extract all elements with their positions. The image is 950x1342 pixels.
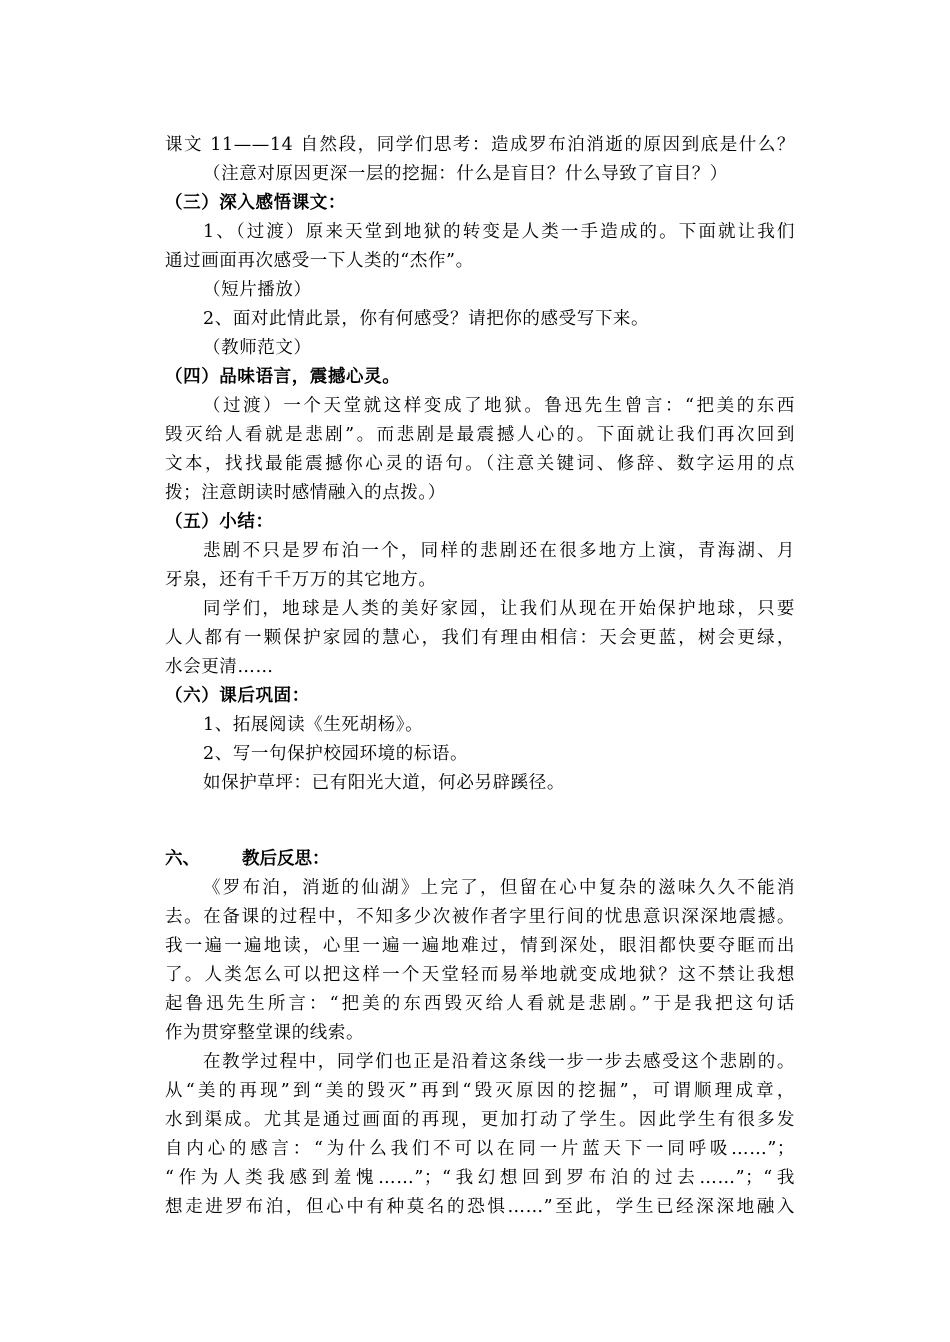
section-heading: （六）课后巩固： xyxy=(165,686,310,706)
section-title: 教后反思： xyxy=(242,849,330,869)
text-line: 文本，找找最能震撼你心灵的语句。（注意关键词、修辞、数字运用的点 xyxy=(165,454,795,474)
text-line: 毁灭给人看就是悲剧”。而悲剧是最震撼人心的。下面就让我们再次回到 xyxy=(165,425,795,445)
section-heading: （五）小结： xyxy=(165,512,274,532)
text-line: 水会更清…… xyxy=(165,657,274,677)
text-line: 2、面对此情此景，你有何感受？请把你的感受写下来。 xyxy=(203,309,650,329)
text-line: 通过画面再次感受一下人类的“杰作”。 xyxy=(165,251,474,271)
text-line: 了。人类怎么可以把这样一个天堂轻而易举地就变成地狱？这不禁让我想 xyxy=(165,965,795,985)
text-line: 从“美的再现”到“美的毁灭”再到“毁灭原因的挖掘”，可谓顺理成章， xyxy=(165,1081,795,1101)
text-line: （注意对原因更深一层的挖掘：什么是盲目？什么导致了盲目？） xyxy=(203,164,728,184)
text-line: 2、写一句保护校园环境的标语。 xyxy=(203,744,469,764)
text-line: 课文 11——14 自然段，同学们思考：造成罗布泊消逝的原因到底是什么？ xyxy=(165,135,795,155)
text-line: 1、拓展阅读《生死胡杨》。 xyxy=(203,715,424,735)
text-line: 自内心的感言：“为什么我们不可以在同一片蓝天下一同呼吸……”； xyxy=(165,1139,795,1159)
section-heading: （三）深入感悟课文： xyxy=(165,193,346,213)
text-line: （过渡）一个天堂就这样变成了地狱。鲁迅先生曾言：“把美的东西 xyxy=(203,396,795,416)
text-line: 想走进罗布泊，但心中有种莫名的恐惧……”至此，学生已经深深地融入 xyxy=(165,1197,795,1217)
text-line: 水到渠成。尤其是通过画面的再现，更加打动了学生。因此学生有很多发 xyxy=(165,1110,795,1130)
text-line: 《罗布泊，消逝的仙湖》上完了，但留在心中复杂的滋味久久不能消 xyxy=(203,878,795,898)
text-line: 如保护草坪：已有阳光大道，何必另辟蹊径。 xyxy=(203,773,565,793)
text-line: 我一遍一遍地读，心里一遍一遍地难过，情到深处，眼泪都快要夺眶而出 xyxy=(165,936,795,956)
text-line: 悲剧不只是罗布泊一个，同样的悲剧还在很多地方上演，青海湖、月 xyxy=(203,541,795,561)
section-heading: （四）品味语言，震撼心灵。 xyxy=(165,367,401,387)
text-line: 拨；注意朗读时感情融入的点拨。） xyxy=(165,483,446,503)
text-line: 去。在备课的过程中，不知多少次被作者字里行间的忧患意识深深地震撼。 xyxy=(165,907,795,927)
text-line: 在教学过程中，同学们也正是沿着这条线一步一步去感受这个悲剧的。 xyxy=(203,1052,795,1072)
text-line: 作为贯穿整堂课的线索。 xyxy=(165,1023,365,1043)
text-line: 同学们，地球是人类的美好家园，让我们从现在开始保护地球，只要 xyxy=(203,599,795,619)
text-line: （教师范文） xyxy=(203,338,312,358)
text-line: 牙泉，还有千千万万的其它地方。 xyxy=(165,570,437,590)
text-line: （短片播放） xyxy=(203,280,312,300)
text-line: 1、（过渡）原来天堂到地狱的转变是人类一手造成的。下面就让我们 xyxy=(203,222,795,242)
section-number: 六、 xyxy=(165,849,200,869)
text-line: 人人都有一颗保护家园的慧心，我们有理由相信：天会更蓝，树会更绿， xyxy=(165,628,795,648)
text-line: 起鲁迅先生所言：“把美的东西毁灭给人看就是悲剧。”于是我把这句话 xyxy=(165,994,795,1014)
text-line: “作为人类我感到羞愧……”；“我幻想回到罗布泊的过去……”；“我 xyxy=(165,1168,795,1188)
